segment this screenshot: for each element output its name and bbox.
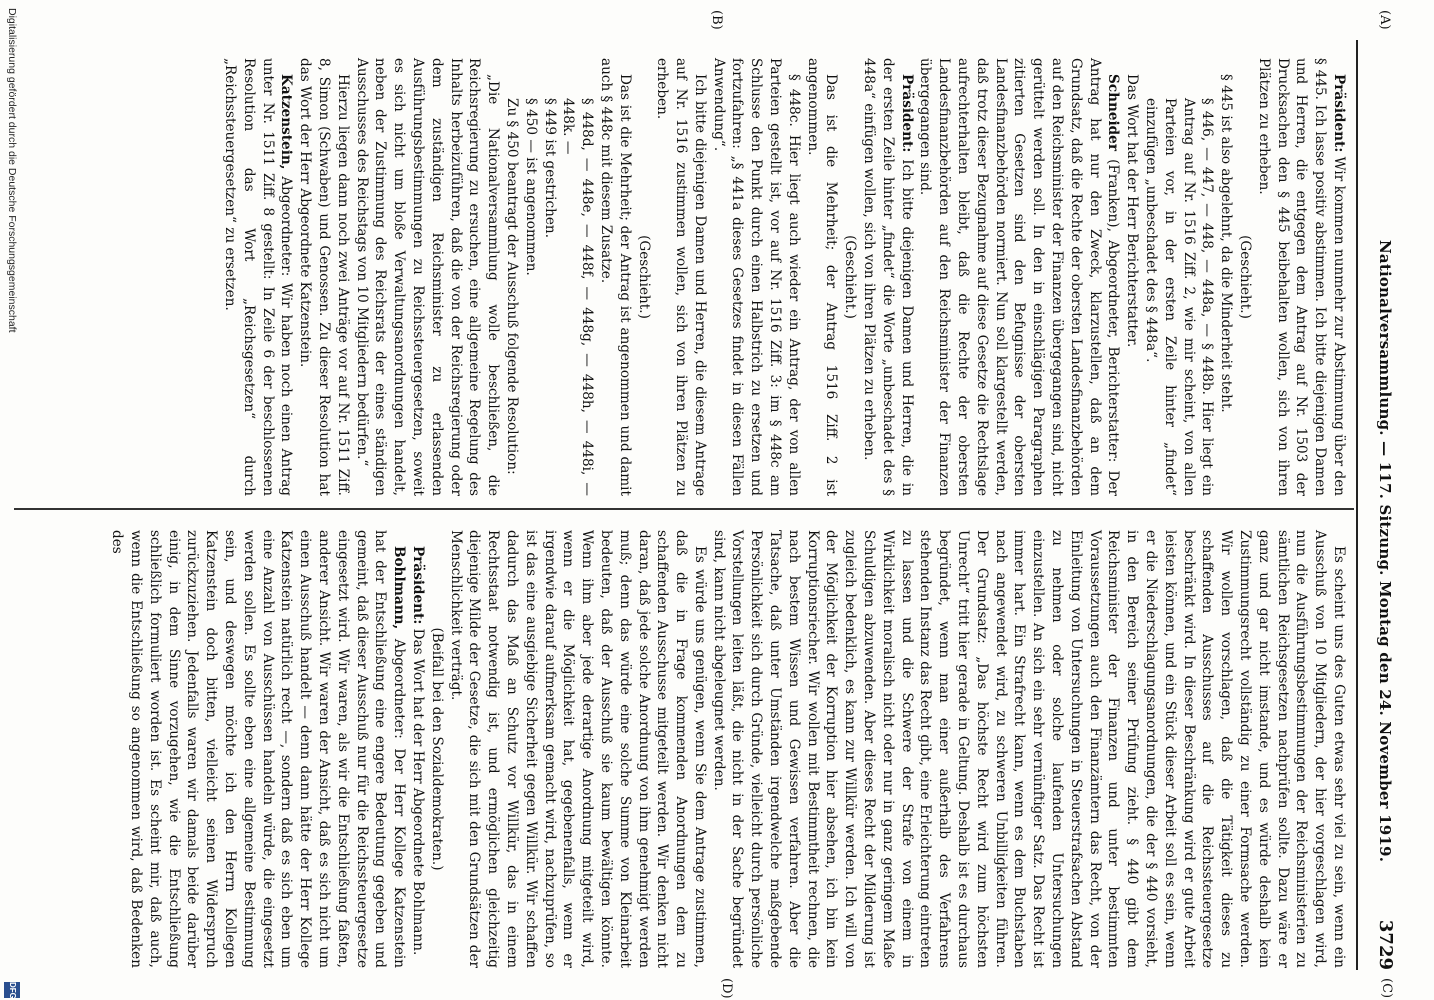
paragraph <box>220 58 295 496</box>
paragraph-text: Es scheint uns des Guten etwas sehr viel zu sein, wenn ein Ausschuß von 10 Mitgliedern, der hier vorgeschlagen wird, nun die Ausführungsbestimmungen der Reichsministerien zu sämtlichen Reichsgesetzen nachprüfen sollte. Dazu wäre er ganz und gar nicht imstande, und es würde deshalb kein Zustimmungsrecht vollständig zu einer Formsache werden. Wir wollen vorschlagen, daß die Tätigkeit dieses zu schaffenden Ausschusses auf die Reichssteuergesetze beschränkt wird. In dieser Beschränkung wird er gute Arbeit leisten können, und ein Stück dieser Arbeit soll es sein, wenn er die Niederschlagungsanordnungen, die der § 440 vorsieht, in den Bereich seiner Prüfung zieht. § 440 gibt dem Reichsminister der Finanzen und unter bestimmten Voraussetzungen auch den Finanzämtern das Recht, von der Einleitung von Untersuchungen in Steuerstrafsachen Abstand zu nehmen oder solche laufenden Untersuchungen einzustellen. An sich ein sehr vernünftiger Satz. Das Recht ist immer hart. Ein Strafrecht kann, wenn es dem Buchstaben nach angewendet wird, zu schweren Unbilligkeiten führen. Der Grundsatz: „Das höchste Recht wird zum höchsten Unrecht“ tritt hier gerade in Geltung. Deshalb ist es durchaus begründet, wenn man einer außerhalb des Verfahrens stehenden Instanz das Recht gibt, eine Erleichterung eintreten zu lassen und die Schwere der Strafe von einem in Wirklichkeit moralisch nicht oder nur in ganz geringem Maße Schuldigen abzuwenden. Aber dieses Recht der Milderung ist zugleich bedenklich, es kann zur Willkür werden. Ich will von der Möglichkeit der Korruption hier absehen, ich bin kein Korruptionsriecher. Wir wollen mit Bestimmtheit rechnen, die nach bestem Wissen und Gewissen verfahren. Aber die Tatsache, daß unter Umständen irgendwelche maßgebende Persönlichkeit sich durch Gründe, vielleicht durch persönliche Vorstellungen leiten läßt, die nicht in der Sache begründet sind, kann nicht abgeleugnet werden. <box>710 530 1347 968</box>
paragraph-list: § 448d, — 448e, — 448f, — 448g, — 448h, — 448i, — 448k. — <box>560 98 596 496</box>
paragraph <box>653 58 709 496</box>
right-column <box>107 530 1348 968</box>
speaker-name: Präsident: <box>409 546 426 625</box>
speaker-name: Präsident: <box>1331 74 1347 153</box>
speaker-name: Schneider <box>1105 74 1122 151</box>
margin-letter-d: (D) <box>719 978 734 999</box>
speaker-name: Katzenstein, <box>278 74 295 170</box>
stage-direction: (Geschieht.) <box>842 235 859 319</box>
paragraph <box>1122 58 1141 496</box>
paragraph-text: § 448c. Hier liegt auch wieder ein Antrag, der von allen Parteien gestellt ist, vor auf Nr. 1516 Ziff. 3: im § 448c am Schlusse den Punkt durch einen Halbstrich zu ersetzen und fortzufahren: „§ 441a dieses Gesetzes findet in diesen Fällen Anwendung“. <box>710 58 802 496</box>
paragraph-text: § 445 ist also abgelehnt, da die Minderheit steht. <box>1218 74 1235 413</box>
paragraph-list: Zu § 450 beantragt der Ausschuß folgende Resolution: <box>503 98 520 475</box>
left-column <box>220 58 1348 496</box>
paragraph <box>803 58 841 496</box>
speaker-name: Bohlmann, <box>391 546 408 630</box>
funding-note: Digitalisierung gefördert durch die Deutsche Forschungsgemeinschaft <box>6 8 18 333</box>
margin-letter-c: (C) <box>1379 978 1394 999</box>
paragraph-text: (Franken), Abgeordneter, Berichterstatter: Der Antrag hat nur den Zweck, klarzustellen, daß an dem Grundsatz, daß die Rechte der obersten Landesfinanzbehörden auf den Reichsminister der Finanzen übergegangen sind, nicht gerüttelt werden soll. In den in einschlägigen Paragraphen zitierten Gesetzen sind den Befugnisse der obersten Landesfinanzbehörden normiert. Nun soll klargestellt werden, daß trotz dieser Bezugnahme auf diese Gesetze die Rechtslage aufrechterhalten bleibt, daß die Rechte der obersten Landesfinanzbehörden auf den Reichsminister der Finanzen übergegangen sind. <box>917 58 1122 496</box>
paragraph-text: Abgeordneter: Wir haben noch einen Antrag unter Nr. 1511 Ziff. 8 gestellt: In Zeile 6 der beschlossenen Resolution das Wort „Reichsgesetzen“ durch „Reichssteuergesetzen“ zu ersetzen. <box>221 58 295 496</box>
margin-letter-a: (A) <box>1377 10 1392 30</box>
paragraph-list: § 449 ist gestrichen. <box>541 98 558 239</box>
page-header <box>1366 40 1396 970</box>
stage-direction: (Beifall bei den Sozialdemokraten.) <box>428 627 445 871</box>
paragraph <box>859 58 915 496</box>
paragraph <box>596 58 634 496</box>
paragraph-text: Das Wort hat der Herr Berichterstatter. <box>1124 74 1141 348</box>
paragraph-text: Das Wort hat der Herr Abgeordnete Bohlmann. <box>409 624 426 956</box>
header-rule <box>1356 40 1358 970</box>
page-footer <box>0 0 22 1000</box>
paragraph-text: „Die Nationalversammlung wolle beschließen, die Reichsregierung zu ersuchen, eine allgemeine Regelung des Inhalts herbeizuführen, daß die von der Reichsregierung oder dem zuständigen Reichsminister zu erlassenden Ausführungsbestimmungen zu Reichssteuergesetzen, soweit es sich nicht um bloße Verwaltungsanordnungen handelt, neben der Zustimmung des Reichsrats der eines ständigen Ausschusses des Reichstags von 10 Mitgliedern bedürfen.“ <box>353 58 502 496</box>
paragraph <box>352 58 502 496</box>
paragraph-text: Ich bitte diejenigen Damen und Herren, die diesem Antrage auf Nr. 1516 zustimmen wollen, sich von ihren Plätzen zu erheben. <box>654 58 708 496</box>
stage-direction: (Geschieht.) <box>635 235 652 319</box>
paragraph-text: Abgeordneter: Der Herr Kollege Katzenstein hat der Entschließung eine engere Bedeutung gegeben und gemeint, daß dieser Ausschuß nur für die Reichssteuergesetze eingesetzt wird. Wir waren, als wir die Entschließung faßten, anderer Ansicht. Wir waren der Ansicht, daß es sich nicht um einen Ausschuß handelt — denn dann hätte der Herr Kollege Katzenstein natürlich recht —, sondern daß es sich eben um eine Anzahl von Ausschüssen handeln würde, die eingesetzt werden sollen. Es sollte eben eine allgemeine Bestimmung sein, und deswegen möchte ich den Herrn Kollegen Katzenstein doch bitten, vielleicht seinen Widerspruch zurückzuziehen. Jedenfalls waren wir damals beide darüber einig, in dem Sinne vorzugehen, wie die Entschließung schließlich formuliert worden ist. Es scheint mir, daß auch, wenn die Entschließung so angenommen wird, daß Bedenken des <box>109 530 408 968</box>
paragraph-text: Wir kommen nunmehr zur Abstimmung über den § 445. Ich lasse positiv abstimmen. Ich bitte diejenigen Damen und Herren, die entgegen dem Antrag auf Nr. 1503 der Drucksachen den § 445 beibehalten wollen, sich von ihren Plätzen zu erheben. <box>1255 58 1347 496</box>
paragraph <box>1254 58 1348 496</box>
paragraph-text: Das ist die Mehrheit; der Antrag 1516 Ziff. 2 ist angenommen. <box>804 58 840 496</box>
paragraph <box>446 530 709 968</box>
paragraph <box>709 58 803 496</box>
paragraph <box>295 58 351 496</box>
stage-direction: (Geschieht.) <box>1237 235 1254 319</box>
paragraph <box>107 530 408 968</box>
dfg-logo: DFG <box>4 982 20 998</box>
column-divider <box>14 508 1354 510</box>
paragraph-list: § 446, — 447, — 448, — 448a, — § 448b. Hier liegt ein Antrag auf Nr. 1516 Ziff. 2, wie mir scheint, von allen Parteien vor, in der ersten Zeile hinter „findet“ einzufügen „unbeschadet des § 448a“. <box>1143 98 1216 496</box>
margin-letter-b: (B) <box>709 10 724 30</box>
paragraph-text: Das ist die Mehrheit; der Antrag ist angenommen und damit auch § 448c mit diesem Zusatze. <box>597 58 633 496</box>
paragraph <box>1216 58 1235 496</box>
speaker-name: Präsident: <box>898 74 915 153</box>
page-title: Nationalversammlung. — 117. Sitzung. Montag den 24. November 1919. <box>1376 240 1394 863</box>
paragraph <box>408 530 427 968</box>
paragraph-list: § 450 — ist angenommen. <box>522 98 539 276</box>
paragraph-text: Hierzu liegen dann noch zwei Anträge vor auf Nr. 1511 Ziff. 8, Simon (Schwaben) und Genossen. Zu dieser Resolution hat das Wort der Herr Abgeordnete Katzenstein. <box>297 58 351 496</box>
page-number: 3729 <box>1375 919 1396 970</box>
paragraph <box>709 530 1348 968</box>
paragraph-text: Es würde uns genügen, wenn Sie dem Antrage zustimmen, daß die in Frage kommenden Anordnungen dem zu schaffenden Ausschusse mitgeteilt werden. Wir denken nicht daran, daß jede solche Anordnung von ihm genehmigt werden muß; denn das würde eine solche Summe von Kleinarbeit bedeuten, daß der Ausschuß sie kaum bewältigen könnte. Wenn ihm aber jede derartige Anordnung mitgeteilt wird, wenn er die Möglichkeit hat, gegebenenfalls, wenn er irgendwie darauf aufmerksam gemacht wird, nachzuprüfen, so ist das eine ausgiebige Sicherheit gegen Willkür. Wir schaffen dadurch das Maß an Schutz vor Willkür, das in einem Rechtsstaat notwendig ist, und ermöglichen gleichzeitig diejenige Milde der Gesetze, die sich mit den Grundsätzen der Menschlichkeit verträgt. <box>447 530 708 968</box>
paragraph <box>916 58 1123 496</box>
paragraph-text: Ich bitte diejenigen Damen und Herren, die in der ersten Zeile hinter „findet“ die Worte „unbeschadet des § 448a“ einfügen wollen, sich von ihren Plätzen zu erheben. <box>861 58 915 496</box>
